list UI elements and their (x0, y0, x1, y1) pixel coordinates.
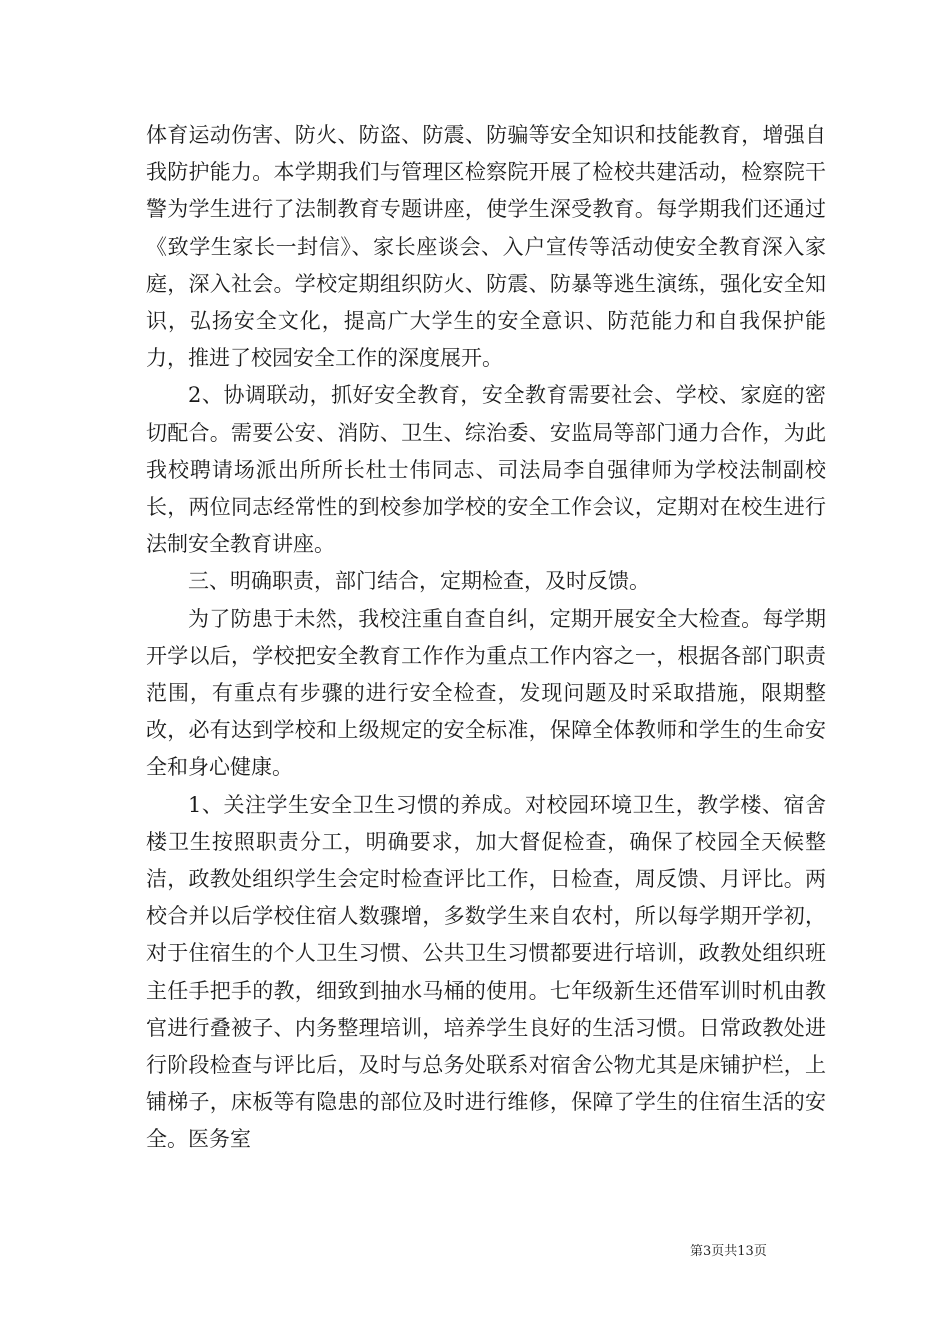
page-number-footer: 第3页共13页 (690, 1244, 767, 1259)
paragraph-2: 2、协调联动，抓好安全教育，安全教育需要社会、学校、家庭的密切配合。需要公安、消防、卫生、综治委、安监局等部门通力合作，为此我校聘请场派出所所长杜士伟同志、司法局李自强律师为学校法制副校长，两位同志经常性的到校参加学校的安全工作会议，定期对在校生进行法制安全教育讲座。 (146, 383, 826, 557)
body-text (146, 117, 826, 1159)
section-heading: 三、明确职责，部门结合，定期检查，及时反馈。 (188, 569, 650, 594)
paragraph-4: 为了防患于未然，我校注重自查自纠，定期开展安全大检查。每学期开学以后，学校把安全教育工作作为重点工作内容之一，根据各部门职责范围，有重点有步骤的进行安全检查，发现问题及时采取措施，限期整改，必有达到学校和上级规定的安全标准，保障全体教师和学生的生命安全和身心健康。 (146, 606, 826, 780)
paragraph-5: 1、关注学生安全卫生习惯的养成。对校园环境卫生，教学楼、宿舍楼卫生按照职责分工，明确要求，加大督促检查，确保了校园全天候整洁，政教处组织学生会定时检查评比工作，日检查，周反馈、月评比。两校合并以后学校住宿人数骤增，多数学生来自农村，所以每学期开学初，对于住宿生的个人卫生习惯、公共卫生习惯都要进行培训，政教处组织班主任手把手的教，细致到抽水马桶的使用。七年级新生还借军训时机由教官进行叠被子、内务整理培训，培养学生良好的生活习惯。日常政教处进行阶段检查与评比后，及时与总务处联系对宿舍公物尤其是床铺护栏，上铺梯子，床板等有隐患的部位及时进行维修，保障了学生的住宿生活的安全。医务室 (146, 792, 826, 1152)
paragraph-1: 体育运动伤害、防火、防盗、防震、防骗等安全知识和技能教育，增强自我防护能力。本学期我们与管理区检察院开展了检校共建活动，检察院干警为学生进行了法制教育专题讲座，使学生深受教育。每学期我们还通过《致学生家长一封信》、家长座谈会、入户宣传等活动使安全教育深入家庭，深入社会。学校定期组织防火、防震、防暴等逃生演练，强化安全知识，弘扬安全文化，提高广大学生的安全意识、防范能力和自我保护能力，推进了校园安全工作的深度展开。 (146, 123, 826, 371)
